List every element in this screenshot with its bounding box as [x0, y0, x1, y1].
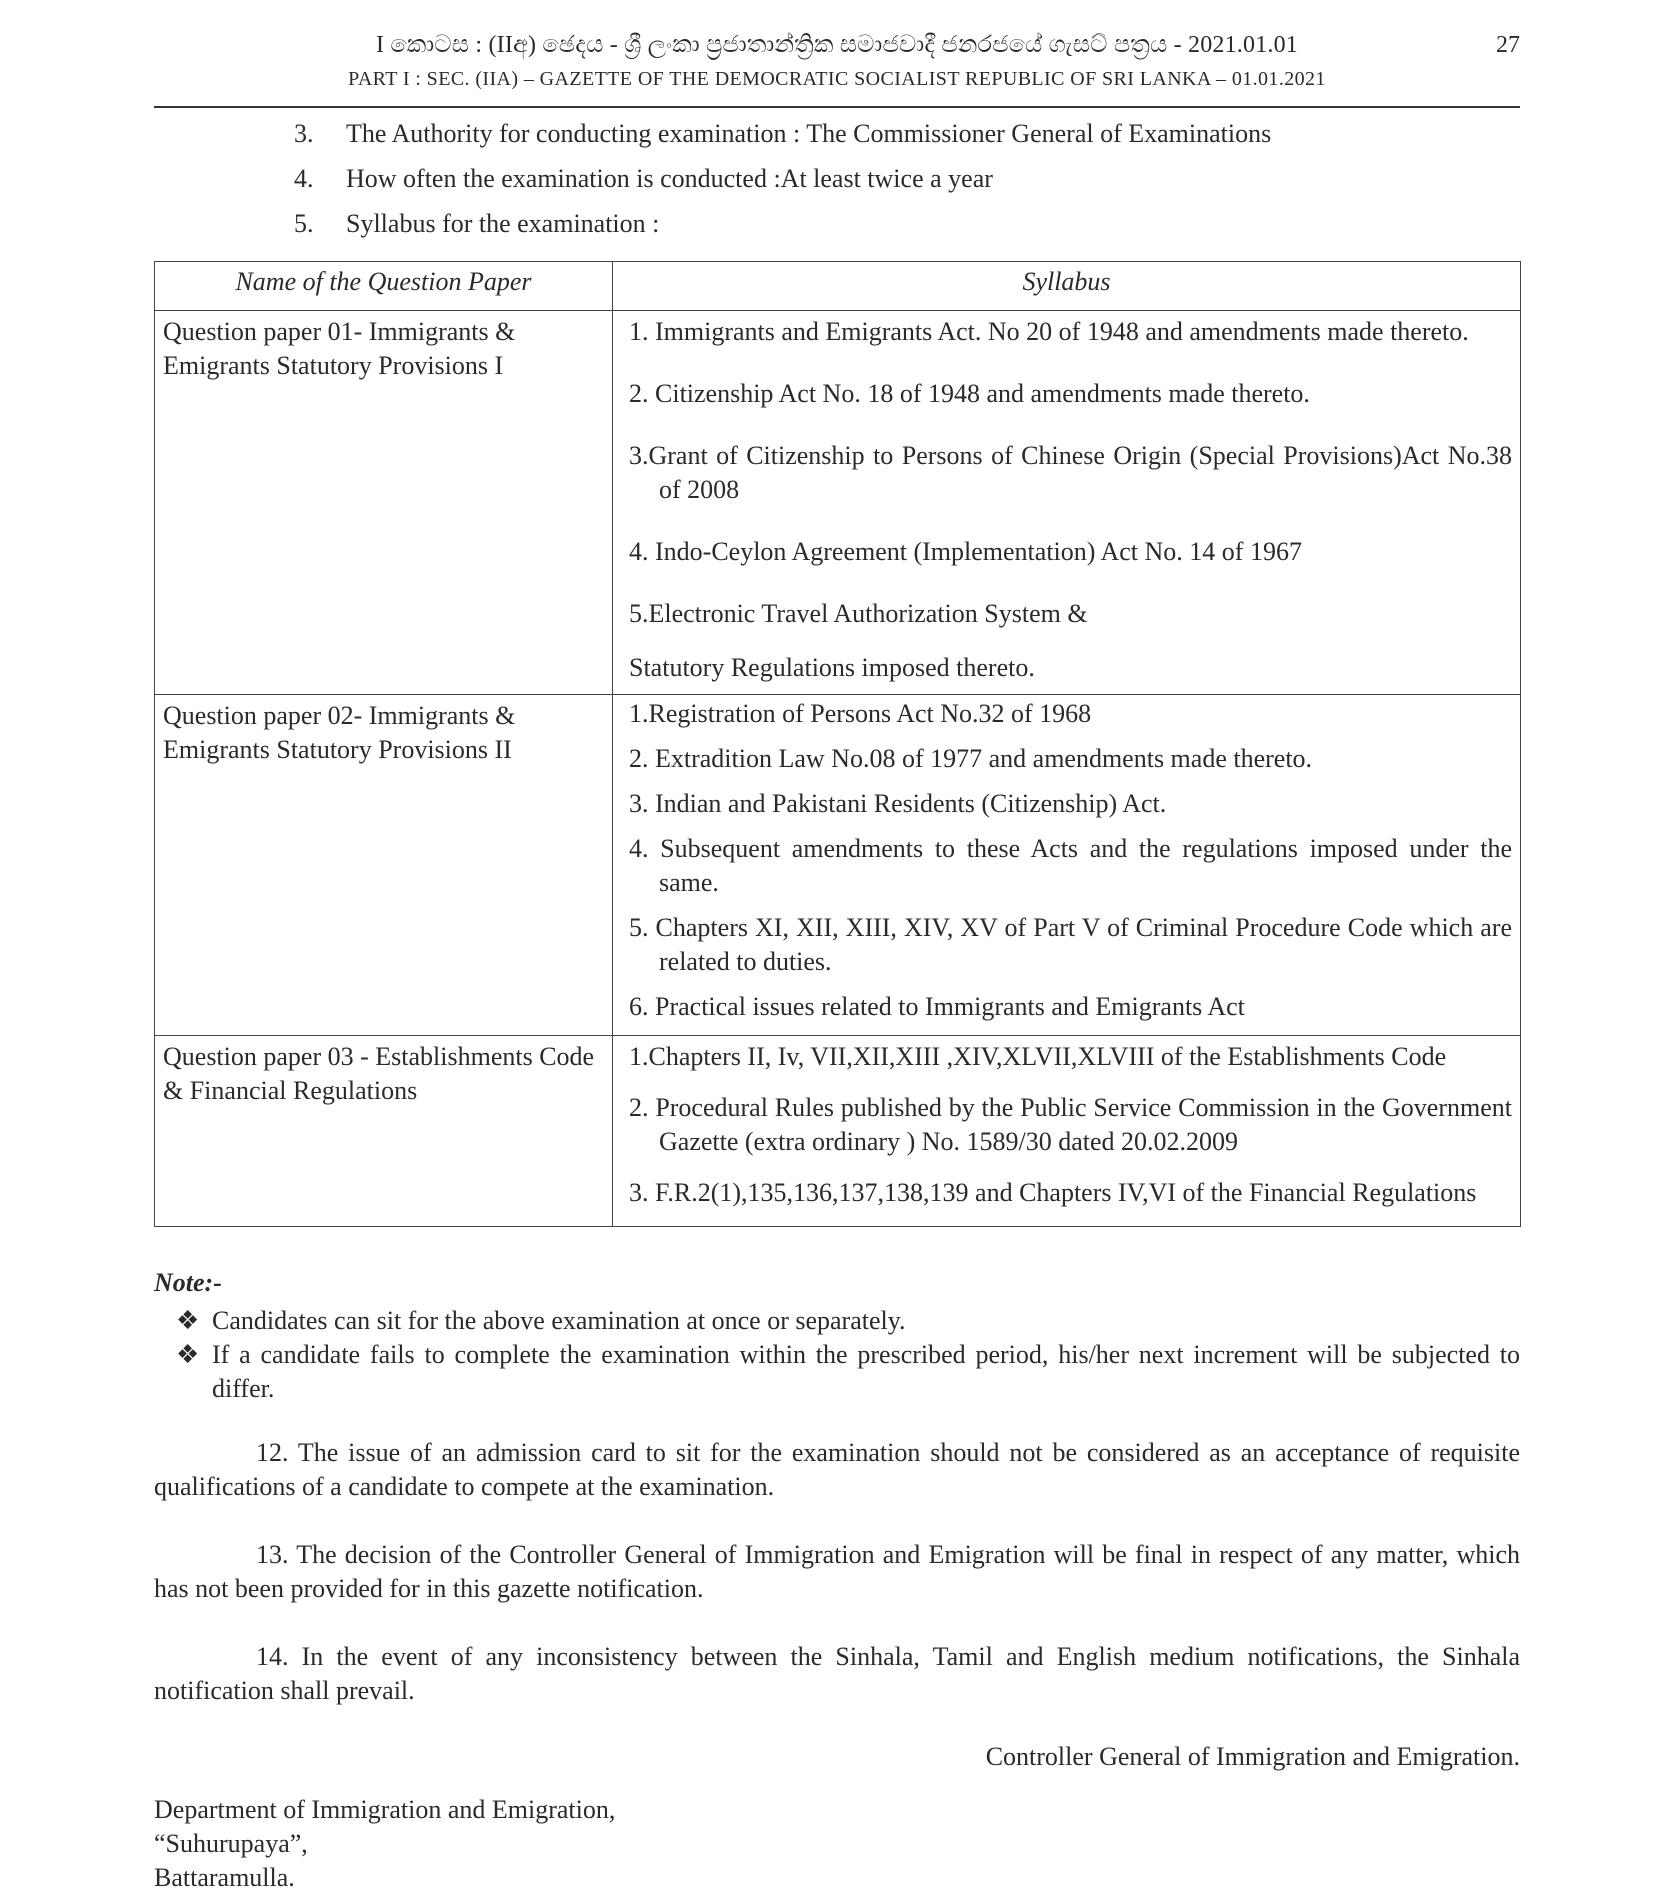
- paragraph-14: 14. In the event of any inconsistency between the Sinhala, Tamil and English medium notifications, the Sinhala notification shall prevail.: [154, 1642, 1520, 1705]
- address-line: Department of Immigration and Emigration,: [154, 1795, 616, 1824]
- paper-name: Question paper 03 - Establishments Code & Financial Regulations: [163, 1042, 595, 1105]
- item-text: How often the examination is conducted :At least twice a year: [346, 164, 993, 193]
- syllabus-item: 2. Citizenship Act No. 18 of 1948 and amendments made thereto.: [629, 379, 1310, 408]
- paper-cell: [155, 1036, 613, 1227]
- paragraph-12: 12. The issue of an admission card to sit for the examination should not be considered as an acceptance of requisite qualifications of a candidate to compete at the examination.: [154, 1438, 1520, 1501]
- syllabus-item: 2. Extradition Law No.08 of 1977 and amendments made thereto.: [629, 744, 1313, 773]
- paper-cell: [155, 311, 613, 695]
- note-item: [176, 1338, 1520, 1406]
- syllabus-item: 2. Procedural Rules published by the Public Service Commission in the Government Gazette (extra ordinary ) No. 1589/30 dated 20.02.2009: [629, 1093, 1512, 1156]
- note-text: If a candidate fails to complete the examination within the prescribed period, his/her next increment will be subjected to differ.: [212, 1340, 1520, 1403]
- paper-name: Question paper 01- Immigrants & Emigrants Statutory Provisions I: [163, 317, 516, 380]
- list-item: [294, 161, 1271, 206]
- page-number: 27: [1496, 32, 1520, 58]
- syllabus-item: 4. Subsequent amendments to these Acts and the regulations imposed under the same.: [629, 834, 1512, 897]
- table-row: [155, 695, 1521, 1036]
- item-number: 3.: [294, 119, 314, 148]
- table-header-row: [155, 262, 1521, 311]
- item-text: Syllabus for the examination :: [346, 209, 660, 238]
- gazette-header: [154, 30, 1520, 108]
- syllabus-item: 3. F.R.2(1),135,136,137,138,139 and Chapters IV,VI of the Financial Regulations: [629, 1178, 1477, 1207]
- list-item: [294, 206, 1271, 251]
- syllabus-cell: [613, 695, 1521, 1036]
- syllabus-item: 4. Indo-Ceylon Agreement (Implementation) Act No. 14 of 1967: [629, 537, 1302, 566]
- exam-details-list: [294, 116, 1271, 251]
- syllabus-cell: [613, 1036, 1521, 1227]
- syllabus-table: [154, 261, 1521, 1227]
- address-line: Battaramulla.: [154, 1863, 295, 1892]
- paper-name: Question paper 02- Immigrants & Emigrants Statutory Provisions II: [163, 701, 516, 764]
- item-number: 4.: [294, 164, 314, 193]
- syllabus-item: 1. Immigrants and Emigrants Act. No 20 of 1948 and amendments made thereto.: [629, 317, 1469, 346]
- syllabus-item: 3. Indian and Pakistani Residents (Citizenship) Act.: [629, 789, 1167, 818]
- syllabus-item: 5.Electronic Travel Authorization System &: [629, 599, 1088, 628]
- syllabus-item: 1.Chapters II, Iv, VII,XII,XIII ,XIV,XLVII,XLVIII of the Establishments Code: [629, 1042, 1447, 1071]
- note-title: Note:-: [154, 1268, 222, 1297]
- syllabus-cell: [613, 311, 1521, 695]
- item-number: 5.: [294, 209, 314, 238]
- diamond-bullet-icon: ❖: [176, 1340, 200, 1369]
- address-line: “Suhurupaya”,: [154, 1829, 308, 1858]
- syllabus-item: 1.Registration of Persons Act No.32 of 1968: [629, 699, 1092, 728]
- syllabus-item: 5. Chapters XI, XII, XIII, XIV, XV of Part V of Criminal Procedure Code which are related to duties.: [629, 913, 1512, 976]
- syllabus-item: 3.Grant of Citizenship to Persons of Chinese Origin (Special Provisions)Act No.38 of 2008: [629, 441, 1512, 504]
- column-header-syllabus: Syllabus: [613, 262, 1521, 311]
- column-header-paper: Name of the Question Paper: [155, 262, 613, 311]
- header-sinhala-title: I කොටස : (IIඅ) ඡෙදය - ශ්‍රී ලංකා ප්‍රජාතාන්ත්‍රික සමාජවාදී ජනරජයේ ගැසට් පත්‍රය - 2021.01.01: [375, 32, 1299, 58]
- syllabus-item: 6. Practical issues related to Immigrants and Emigrants Act: [629, 992, 1245, 1021]
- address-block: [154, 1793, 615, 1895]
- signature-line: Controller General of Immigration and Emigration.: [985, 1742, 1520, 1771]
- list-item: [294, 116, 1271, 161]
- note-list: [176, 1304, 1520, 1406]
- header-english-title: PART I : SEC. (IIA) – GAZETTE OF THE DEMOCRATIC SOCIALIST REPUBLIC OF SRI LANKA – 01.01.2021: [348, 68, 1326, 90]
- diamond-bullet-icon: ❖: [176, 1306, 200, 1335]
- syllabus-item: Statutory Regulations imposed thereto.: [629, 653, 1035, 682]
- table-row: [155, 1036, 1521, 1227]
- paper-cell: [155, 695, 613, 1036]
- paragraph-13: 13. The decision of the Controller General of Immigration and Emigration will be final in respect of any matter, which has not been provided for in this gazette notification.: [154, 1540, 1520, 1603]
- note-text: Candidates can sit for the above examination at once or separately.: [212, 1306, 906, 1335]
- item-text: The Authority for conducting examination : The Commissioner General of Examinations: [346, 119, 1272, 148]
- table-row: [155, 311, 1521, 695]
- note-item: [176, 1304, 1520, 1338]
